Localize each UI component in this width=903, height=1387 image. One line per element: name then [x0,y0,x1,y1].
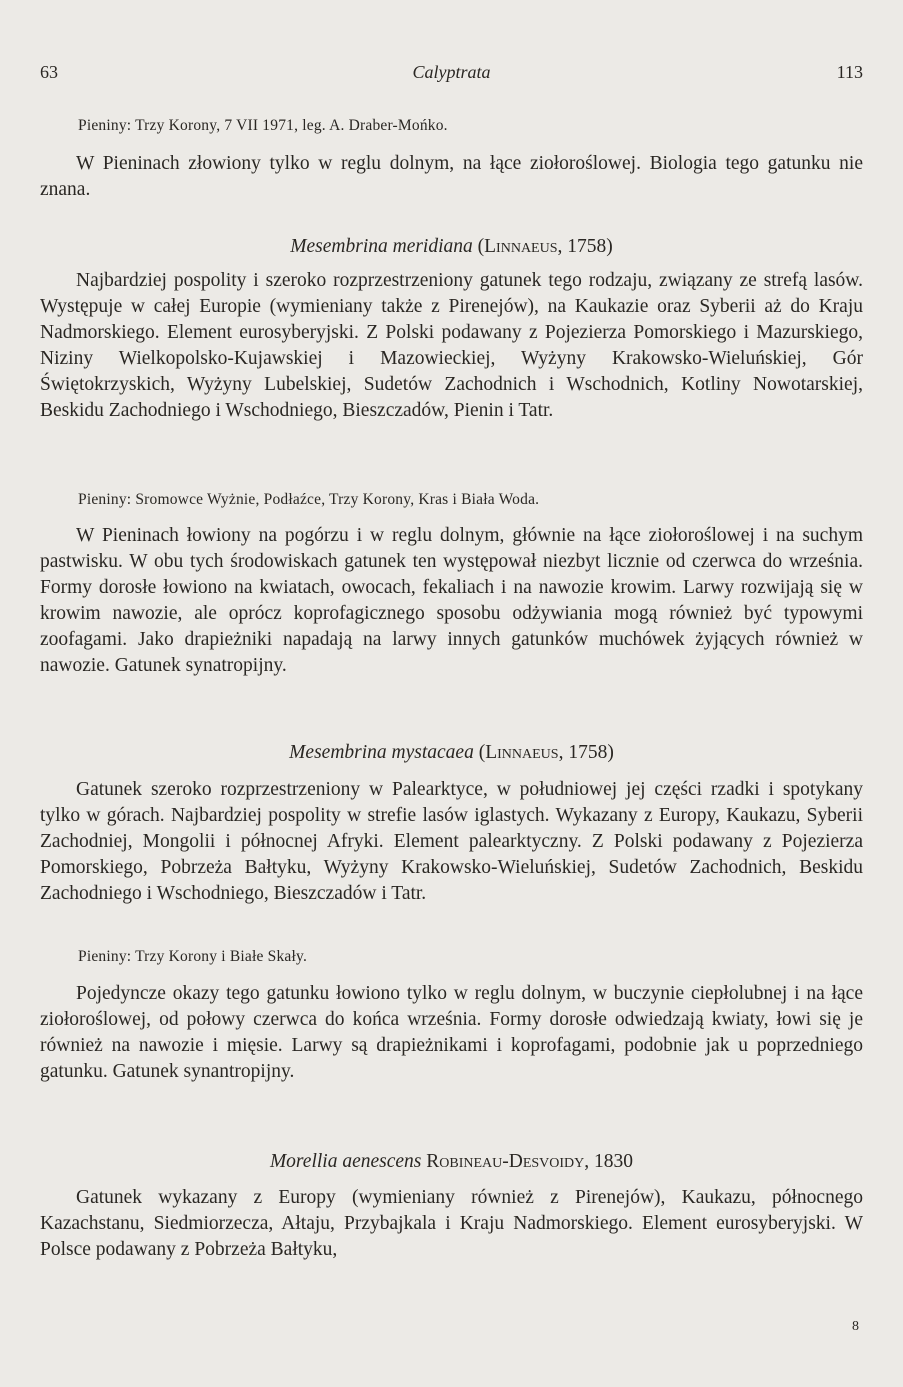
locality-note-3: Pieniny: Trzy Korony i Białe Skały. [78,948,308,965]
species-author-1: (Linnaeus, 1758) [477,236,613,257]
species-heading-1 [0,234,903,260]
signature-mark: 8 [852,1319,859,1334]
running-title: Calyptrata [412,62,491,82]
paragraph-2: Najbardziej pospolity i szeroko rozprzestrzeniony gatunek tego rodzaju, związany ze strefą lasów. Występuje w całej Europie (wymieniany także z Pirenejów), na Kaukazie oraz Syberii aż do Kraju Nadmorskiego. Element eurosyberyjski. Z Polski podawany z Pojezierza Pomorskiego i Mazurskiego, Niziny Wielkopolsko-Kujawskiej i Mazowieckiej, Wyżyny Krakowsko-Wieluńskiej, Gór Świętokrzyskich, Wyżyny Lubelskiej, Sudetów Zachodnich i Wschodnich, Kotliny Nowotarskiej, Beskidu Zachodniego i Wschodniego, Bieszczadów, Pienin i Tatr. [40,270,863,421]
species-author-2: (Linnaeus, 1758) [478,742,614,763]
paragraph-6: Gatunek wykazany z Europy (wymieniany również z Pirenejów), Kaukazu, północnego Kazachstanu, Siedmiorzecza, Ałtaju, Przybajkala i Kraju Nadmorskiego. Element eurosyberyjski. W Polsce podawany z Pobrzeża Bałtyku, [40,1187,863,1260]
species-author-3: Robineau-Desvoidy, 1830 [426,1151,634,1172]
page-label-left: 63 [40,62,58,82]
species-name-2: Mesembrina mystacaea [289,742,474,763]
locality-note-2: Pieniny: Sromowce Wyżnie, Podłaźce, Trzy Korony, Kras i Biała Woda. [78,491,540,508]
running-header [40,62,863,86]
species-name-1: Mesembrina meridiana [290,236,473,257]
locality-note-1: Pieniny: Trzy Korony, 7 VII 1971, leg. A. Draber-Mońko. [78,117,448,134]
species-heading-3 [0,1149,903,1175]
species-heading-2 [0,740,903,766]
paragraph-5: Pojedyncze okazy tego gatunku łowiono tylko w reglu dolnym, w buczynie ciepłolubnej i na łące ziołoroślowej, od połowy czerwca do końca września. Formy dorosłe odwiedzają kwiaty, łowi się je również na nawozie i mięsie. Larwy są drapieżnikami i koprofagami, podobnie jak u poprzedniego gatunku. Gatunek synantropijny. [40,983,863,1082]
species-name-3: Morellia aenescens [269,1151,422,1172]
paragraph-1: W Pieninach złowiony tylko w reglu dolnym, na łące ziołoroślowej. Biologia tego gatunku nie znana. [40,153,863,200]
paragraph-4: Gatunek szeroko rozprzestrzeniony w Palearktyce, w południowej jej części rzadki i spotykany tylko w górach. Najbardziej pospolity w strefie lasów iglastych. Wykazany z Europy, Kaukazu, Syberii Zachodniej, Mongolii i północnej Afryki. Element palearktyczny. Z Polski podawany z Pojezierza Pomorskiego, Pobrzeża Bałtyku, Wyżyny Krakowsko-Wieluńskiej, Sudetów Zachodnich, Beskidu Zachodniego i Wschodniego, Bieszczadów i Tatr. [40,779,863,904]
paragraph-3: W Pieninach łowiony na pogórzu i w reglu dolnym, głównie na łące ziołoroślowej i na suchym pastwisku. W obu tych środowiskach gatunek ten występował niezbyt licznie od czerwca do września. Formy dorosłe łowiono na kwiatach, owocach, fekaliach i na nawozie krowim. Larwy rozwijają się w krowim nawozie, ale oprócz koprofagicznego sposobu odżywiania mogą również być typowymi zoofagami. Jako drapieżniki napadają na larwy innych gatunków muchówek żyjących również w nawozie. Gatunek synatropijny. [40,525,863,676]
page-number: 113 [836,62,863,82]
